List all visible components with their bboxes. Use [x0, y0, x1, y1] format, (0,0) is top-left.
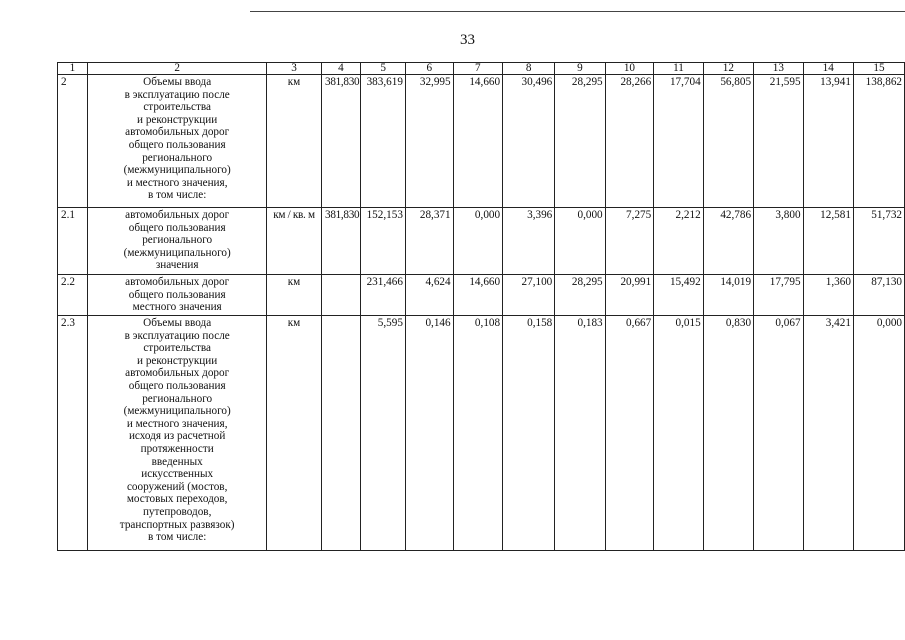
value-cell: 42,786 [703, 208, 753, 275]
row-unit: км [267, 316, 321, 551]
row-number: 2.3 [58, 316, 88, 551]
row-number: 2.1 [58, 208, 88, 275]
value-cell: 17,704 [654, 75, 703, 208]
page-number: 33 [460, 32, 475, 48]
value-cell: 381,830 [321, 208, 361, 275]
row-name: Объемы ввода в эксплуатацию после строительства и реконструкции автомобильных дорог общего пользования регионального (межмуниципального) и местного значения, в том числе: [87, 75, 267, 208]
header-cell: 14 [803, 63, 853, 75]
value-cell: 21,595 [754, 75, 803, 208]
value-cell: 14,660 [453, 75, 502, 208]
table-row [58, 208, 905, 275]
header-cell: 12 [703, 63, 753, 75]
value-cell: 152,153 [361, 208, 406, 275]
row-number: 2.2 [58, 275, 88, 316]
row-unit: км / кв. м [267, 208, 321, 275]
value-cell: 5,595 [361, 316, 406, 551]
header-cell: 11 [654, 63, 703, 75]
value-cell: 14,660 [453, 275, 502, 316]
header-cell: 3 [267, 63, 321, 75]
header-cell: 10 [605, 63, 654, 75]
value-cell: 3,800 [754, 208, 803, 275]
value-cell: 27,100 [503, 275, 555, 316]
value-cell: 0,067 [754, 316, 803, 551]
data-table [57, 62, 905, 551]
table-row [58, 75, 905, 208]
value-cell: 87,130 [853, 275, 904, 316]
value-cell: 3,396 [503, 208, 555, 275]
value-cell: 0,830 [703, 316, 753, 551]
value-cell: 15,492 [654, 275, 703, 316]
value-cell: 0,183 [555, 316, 605, 551]
value-cell: 32,995 [405, 75, 453, 208]
header-cell: 7 [453, 63, 502, 75]
value-cell: 28,295 [555, 75, 605, 208]
row-unit: км [267, 75, 321, 208]
row-name: автомобильных дорог общего пользования регионального (межмуниципального) значения [87, 208, 267, 275]
value-cell: 28,295 [555, 275, 605, 316]
value-cell: 231,466 [361, 275, 406, 316]
value-cell: 0,000 [555, 208, 605, 275]
value-cell: 0,158 [503, 316, 555, 551]
value-cell: 56,805 [703, 75, 753, 208]
value-cell: 381,830 [321, 75, 361, 208]
row-unit: км [267, 275, 321, 316]
row-number: 2 [58, 75, 88, 208]
header-cell: 6 [405, 63, 453, 75]
top-rule [250, 11, 905, 12]
table-row [58, 316, 905, 551]
value-cell: 138,862 [853, 75, 904, 208]
row-name: Объемы ввода в эксплуатацию после строительства и реконструкции автомобильных дорог общего пользования регионального (межмуниципального) и местного значения, исходя из расчетной протяженности введенных искусственных сооружений (мостов, мостовых переходов, путепроводов, транспортных развязок) в том числе: [87, 316, 267, 551]
value-cell: 0,015 [654, 316, 703, 551]
value-cell: 51,732 [853, 208, 904, 275]
value-cell [321, 275, 361, 316]
table-row [58, 275, 905, 316]
header-cell: 8 [503, 63, 555, 75]
header-cell: 4 [321, 63, 361, 75]
value-cell: 0,667 [605, 316, 654, 551]
header-row [58, 63, 905, 75]
header-cell: 13 [754, 63, 803, 75]
value-cell: 4,624 [405, 275, 453, 316]
value-cell: 0,146 [405, 316, 453, 551]
value-cell: 28,371 [405, 208, 453, 275]
value-cell: 14,019 [703, 275, 753, 316]
header-cell: 1 [58, 63, 88, 75]
header-cell: 2 [87, 63, 267, 75]
header-cell: 5 [361, 63, 406, 75]
value-cell: 20,991 [605, 275, 654, 316]
value-cell: 7,275 [605, 208, 654, 275]
value-cell: 3,421 [803, 316, 853, 551]
value-cell: 12,581 [803, 208, 853, 275]
header-cell: 9 [555, 63, 605, 75]
value-cell: 0,000 [853, 316, 904, 551]
value-cell [321, 316, 361, 551]
value-cell: 0,000 [453, 208, 502, 275]
value-cell: 28,266 [605, 75, 654, 208]
value-cell: 0,108 [453, 316, 502, 551]
row-name: автомобильных дорог общего пользования местного значения [87, 275, 267, 316]
value-cell: 2,212 [654, 208, 703, 275]
value-cell: 17,795 [754, 275, 803, 316]
header-cell: 15 [853, 63, 904, 75]
value-cell: 30,496 [503, 75, 555, 208]
value-cell: 383,619 [361, 75, 406, 208]
value-cell: 1,360 [803, 275, 853, 316]
value-cell: 13,941 [803, 75, 853, 208]
